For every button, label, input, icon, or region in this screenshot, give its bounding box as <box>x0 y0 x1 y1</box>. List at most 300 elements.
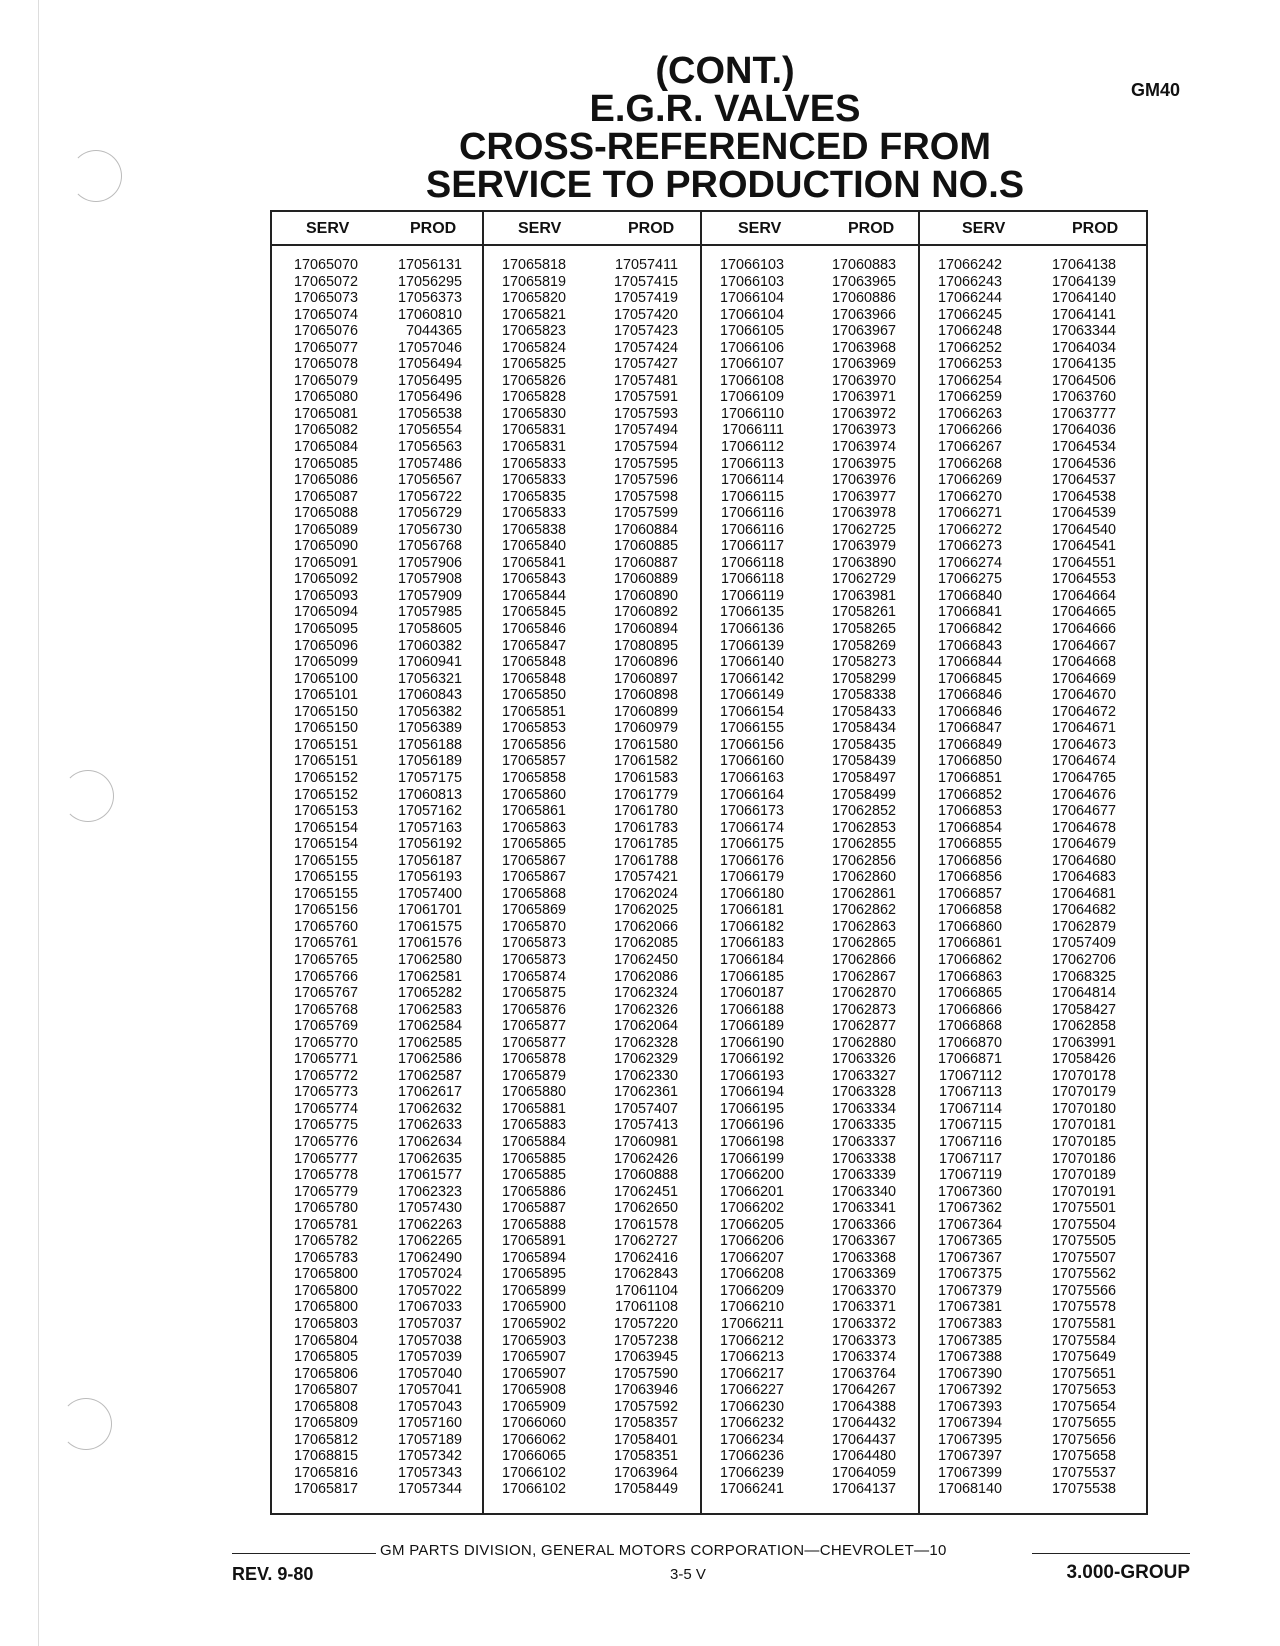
table-cell: 17065885 <box>501 1150 566 1167</box>
table-cell: 17066182 <box>719 918 784 935</box>
table-cell: 17066192 <box>719 1051 784 1068</box>
table-cell: 17065079 <box>293 372 358 389</box>
table-cell: 17065876 <box>501 1001 566 1018</box>
table-cell: 17063371 <box>831 1299 896 1316</box>
col4-serv <box>922 257 1002 1498</box>
table-cell: 17060888 <box>613 1167 678 1184</box>
table-cell: 17065900 <box>501 1299 566 1316</box>
table-cell: 17062856 <box>831 852 896 869</box>
table-cell: 17070181 <box>1051 1117 1116 1134</box>
table-cell: 17066102 <box>501 1464 566 1481</box>
table-cell: 17064669 <box>1051 670 1116 687</box>
table-cell: 17065861 <box>501 803 566 820</box>
table-cell: 17066846 <box>937 703 1002 720</box>
table-cell: 17065774 <box>293 1100 358 1117</box>
table-cell: 17066849 <box>937 736 1002 753</box>
table-cell: 17064664 <box>1051 587 1116 604</box>
table-cell: 17070180 <box>1051 1100 1116 1117</box>
table-cell: 17065151 <box>293 753 358 770</box>
column-divider <box>918 212 920 1513</box>
table-cell: 17065800 <box>293 1299 358 1316</box>
table-cell: 17075537 <box>1051 1464 1116 1481</box>
table-cell: 17062873 <box>831 1001 896 1018</box>
table-cell: 17065821 <box>501 306 566 323</box>
table-cell: 17064677 <box>1051 803 1116 820</box>
table-cell: 17066110 <box>721 405 784 422</box>
table-cell: 17056389 <box>397 720 462 737</box>
table-cell: 17067385 <box>937 1332 1002 1349</box>
table-cell: 17065891 <box>501 1233 566 1250</box>
table-cell: 17075504 <box>1051 1216 1116 1233</box>
table-cell: 17066274 <box>937 554 1002 571</box>
table-cell: 17061578 <box>613 1216 678 1233</box>
table-cell: 17058449 <box>613 1481 678 1498</box>
table-cell: 17075653 <box>1051 1382 1116 1399</box>
table-cell: 17056193 <box>397 869 462 886</box>
table-cell: 17060885 <box>613 538 678 555</box>
table-cell: 17066202 <box>719 1200 784 1217</box>
table-cell: 17062583 <box>397 1001 462 1018</box>
table-cell: 17061580 <box>613 736 678 753</box>
table-cell: 17066851 <box>937 769 1002 786</box>
table-cell: 17065874 <box>501 968 566 985</box>
cross-reference-table <box>270 210 1148 1515</box>
table-cell: 17065078 <box>293 356 358 373</box>
table-cell: 17063979 <box>831 538 896 555</box>
table-cell: 17057043 <box>397 1398 462 1415</box>
header-serv-1: SERV <box>306 220 350 237</box>
table-cell: 17062706 <box>1051 951 1116 968</box>
table-cell: 17062866 <box>831 951 896 968</box>
table-cell: 17064135 <box>1051 356 1116 373</box>
table-cell: 17065096 <box>293 637 358 654</box>
table-cell: 17065809 <box>293 1415 358 1432</box>
table-cell: 17065873 <box>501 935 566 952</box>
table-cell: 17066865 <box>937 985 1002 1002</box>
table-cell: 17065833 <box>501 472 566 489</box>
table-cell: 17067114 <box>939 1100 1002 1117</box>
table-cell: 17066207 <box>719 1249 784 1266</box>
table-cell: 17056554 <box>397 422 462 439</box>
table-cell: 17064670 <box>1051 687 1116 704</box>
footer-corporation: GM PARTS DIVISION, GENERAL MOTORS CORPORATION—CHEVROLET—10 <box>380 1542 947 1559</box>
table-cell: 17066195 <box>719 1100 784 1117</box>
table-cell: 17065899 <box>501 1282 566 1299</box>
table-cell: 17057592 <box>613 1398 678 1415</box>
table-cell: 17064138 <box>1051 257 1116 273</box>
table-cell: 17063977 <box>831 488 896 505</box>
table-cell: 17065895 <box>501 1266 566 1283</box>
table-cell: 17056567 <box>397 472 462 489</box>
table-cell: 17066853 <box>937 803 1002 820</box>
table-cell: 17066105 <box>719 323 784 340</box>
table-cell: 17057415 <box>613 273 678 290</box>
table-cell: 17066198 <box>719 1133 784 1150</box>
table-cell: 17066196 <box>719 1117 784 1134</box>
table-cell: 17065776 <box>293 1133 358 1150</box>
table-cell: 17070191 <box>1051 1183 1116 1200</box>
table-cell: 17064682 <box>1051 902 1116 919</box>
table-cell: 17065867 <box>501 869 566 886</box>
table-cell: 17066179 <box>719 869 784 886</box>
table-cell: 17062361 <box>613 1084 678 1101</box>
table-cell: 17065077 <box>293 339 358 356</box>
table-cell: 17064539 <box>1051 505 1116 522</box>
table-cell: 17062324 <box>613 985 678 1002</box>
table-cell: 17057046 <box>397 339 462 356</box>
table-cell: 17063968 <box>831 339 896 356</box>
table-cell: 17066173 <box>719 803 784 820</box>
table-cell: 17065828 <box>501 389 566 406</box>
table-cell: 17067117 <box>939 1150 1002 1167</box>
table-cell: 17066234 <box>719 1431 784 1448</box>
table-cell: 17060810 <box>397 306 462 323</box>
table-cell: 17066212 <box>719 1332 784 1349</box>
table-cell: 17066868 <box>937 1018 1002 1035</box>
table-cell: 17067367 <box>937 1249 1002 1266</box>
table-cell: 17060981 <box>613 1133 678 1150</box>
table-cell: 17056131 <box>397 257 462 273</box>
table-cell: 17066232 <box>719 1415 784 1432</box>
table-cell: 17065775 <box>293 1117 358 1134</box>
table-cell: 17064534 <box>1051 439 1116 456</box>
table-cell: 17061783 <box>613 819 678 836</box>
table-cell: 17063337 <box>831 1133 896 1150</box>
table-cell: 17066239 <box>719 1464 784 1481</box>
table-cell: 17070179 <box>1051 1084 1116 1101</box>
table-cell: 17062263 <box>397 1216 462 1233</box>
table-cell: 17066200 <box>719 1167 784 1184</box>
table-cell: 17065812 <box>293 1431 358 1448</box>
table-cell: 17057985 <box>397 604 462 621</box>
table-cell: 17065070 <box>293 257 358 273</box>
table-cell: 17062870 <box>831 985 896 1002</box>
table-cell: 17065844 <box>501 587 566 604</box>
table-cell: 17065870 <box>501 918 566 935</box>
table-cell: 17067383 <box>937 1316 1002 1332</box>
table-cell: 17065773 <box>293 1084 358 1101</box>
col1-serv <box>278 257 358 1498</box>
table-cell: 17065840 <box>501 538 566 555</box>
table-cell: 17064267 <box>831 1382 896 1399</box>
table-cell: 17065873 <box>501 951 566 968</box>
table-cell: 17066116 <box>721 505 784 522</box>
table-cell: 17057424 <box>613 339 678 356</box>
table-cell: 17064541 <box>1051 538 1116 555</box>
table-cell: 17066156 <box>719 736 784 753</box>
table-cell: 17065073 <box>293 290 358 307</box>
table-cell: 17056373 <box>397 290 462 307</box>
table-cell: 17063326 <box>831 1051 896 1068</box>
table-cell: 17062586 <box>397 1051 462 1068</box>
table-cell: 17063339 <box>831 1167 896 1184</box>
table-cell: 17065154 <box>293 819 358 836</box>
title-line-3: CROSS-REFERENCED FROM <box>458 126 992 168</box>
table-cell: 17066870 <box>937 1034 1002 1051</box>
table-cell: 17075654 <box>1051 1398 1116 1415</box>
table-cell: 17064668 <box>1051 654 1116 671</box>
table-cell: 17066113 <box>721 455 784 472</box>
table-cell: 17065819 <box>501 273 566 290</box>
table-cell: 17065808 <box>293 1398 358 1415</box>
table-cell: 17062086 <box>613 968 678 985</box>
table-cell: 17056768 <box>397 538 462 555</box>
table-cell: 17065867 <box>501 852 566 869</box>
title-line-1: (CONT.) <box>655 50 795 92</box>
table-cell: 17066062 <box>501 1431 566 1448</box>
table-cell: 17064059 <box>831 1464 896 1481</box>
table-cell: 17060382 <box>397 637 462 654</box>
table-cell: 17065076 <box>293 323 358 340</box>
table-cell: 17065151 <box>293 736 358 753</box>
table-cell: 17066271 <box>937 505 1002 522</box>
table-cell: 17065087 <box>293 488 358 505</box>
table-cell: 17075566 <box>1051 1282 1116 1299</box>
table-cell: 17057593 <box>613 405 678 422</box>
table-cell: 17066154 <box>719 703 784 720</box>
table-cell: 17057160 <box>397 1415 462 1432</box>
table-cell: 17060899 <box>613 703 678 720</box>
header-serv-4: SERV <box>962 220 1006 237</box>
header-prod-2: PROD <box>628 220 675 237</box>
table-cell: 17065807 <box>293 1382 358 1399</box>
table-cell: 17067113 <box>939 1084 1002 1101</box>
table-cell: 17066241 <box>719 1481 784 1498</box>
table-cell: 17057481 <box>613 372 678 389</box>
table-cell: 17056192 <box>397 836 462 853</box>
table-cell: 17066209 <box>719 1282 784 1299</box>
table-cell: 17063976 <box>831 472 896 489</box>
table-cell: 17057419 <box>613 290 678 307</box>
table-cell: 17067364 <box>937 1216 1002 1233</box>
table-cell: 17065152 <box>293 769 358 786</box>
table-cell: 17065765 <box>293 951 358 968</box>
table-cell: 17065835 <box>501 488 566 505</box>
table-cell: 17064666 <box>1051 621 1116 638</box>
table-cell: 17065769 <box>293 1018 358 1035</box>
table-cell: 17065823 <box>501 323 566 340</box>
table-cell: 17067397 <box>937 1448 1002 1465</box>
table-cell: 17065803 <box>293 1316 358 1332</box>
table-cell: 17062330 <box>613 1067 678 1084</box>
table-cell: 17062635 <box>397 1150 462 1167</box>
table-cell: 17066108 <box>719 372 784 389</box>
table-cell: 17065770 <box>293 1034 358 1051</box>
table-cell: 17066847 <box>937 720 1002 737</box>
column-divider <box>482 212 484 1513</box>
table-cell: 17066190 <box>719 1034 784 1051</box>
table-cell: 17060884 <box>613 521 678 538</box>
table-cell: 17060843 <box>397 687 462 704</box>
table-cell: 17061788 <box>613 852 678 869</box>
table-cell: 17066103 <box>719 257 784 273</box>
table-cell: 17056321 <box>397 670 462 687</box>
table-cell: 17062855 <box>831 836 896 853</box>
table-cell: 17064034 <box>1051 339 1116 356</box>
table-cell: 17066852 <box>937 786 1002 803</box>
table-cell: 17057908 <box>397 571 462 588</box>
table-cell: 17065875 <box>501 985 566 1002</box>
table-cell: 17060979 <box>613 720 678 737</box>
table-cell: 17057430 <box>397 1200 462 1217</box>
table-cell: 17065760 <box>293 918 358 935</box>
table-cell: 17058338 <box>831 687 896 704</box>
table-cell: 17065869 <box>501 902 566 919</box>
table-cell: 17057599 <box>613 505 678 522</box>
table-cell: 17062650 <box>613 1200 678 1217</box>
table-cell: 17065818 <box>501 257 566 273</box>
table-cell: 17066254 <box>937 372 1002 389</box>
table-cell: 17067393 <box>937 1398 1002 1415</box>
table-cell: 17066193 <box>719 1067 784 1084</box>
table-cell: 17057411 <box>615 257 678 273</box>
table-cell: 17064674 <box>1051 753 1116 770</box>
table-cell: 17068140 <box>937 1481 1002 1498</box>
table-cell: 17057022 <box>397 1282 462 1299</box>
table-cell: 17065830 <box>501 405 566 422</box>
table-cell: 17062416 <box>613 1249 678 1266</box>
page-margin-rule <box>38 0 39 1646</box>
table-cell: 17062426 <box>613 1150 678 1167</box>
table-cell: 17065766 <box>293 968 358 985</box>
table-cell: 17064506 <box>1051 372 1116 389</box>
table-cell: 17066863 <box>937 968 1002 985</box>
header-prod-4: PROD <box>1072 220 1119 237</box>
table-cell: 17063340 <box>831 1183 896 1200</box>
table-cell: 17063972 <box>831 405 896 422</box>
table-cell: 17062634 <box>397 1133 462 1150</box>
table-cell: 17065902 <box>501 1316 566 1332</box>
table-cell: 17065858 <box>501 769 566 786</box>
table-cell: 17062328 <box>613 1034 678 1051</box>
table-cell: 17063373 <box>831 1332 896 1349</box>
column-divider <box>700 212 702 1513</box>
table-cell: 17070189 <box>1051 1167 1116 1184</box>
table-cell: 17060813 <box>397 786 462 803</box>
table-cell: 17064814 <box>1051 985 1116 1002</box>
table-cell: 17062858 <box>1051 1018 1116 1035</box>
table-cell: 17066176 <box>719 852 784 869</box>
table-cell: 17075538 <box>1051 1481 1116 1498</box>
table-cell: 17065092 <box>293 571 358 588</box>
table-cell: 17066117 <box>721 538 784 555</box>
table-cell: 17065880 <box>501 1084 566 1101</box>
table-cell: 17064540 <box>1051 521 1116 538</box>
table-cell: 17063966 <box>831 306 896 323</box>
table-cell: 17065778 <box>293 1167 358 1184</box>
table-cell: 17061108 <box>615 1299 678 1316</box>
table-cell: 17066210 <box>719 1299 784 1316</box>
table-cell: 17065879 <box>501 1067 566 1084</box>
table-cell: 17057409 <box>1051 935 1116 952</box>
table-cell: 17058434 <box>831 720 896 737</box>
table-cell: 17066116 <box>721 521 784 538</box>
table-cell: 17064679 <box>1051 836 1116 853</box>
table-cell: 17065099 <box>293 654 358 671</box>
table-cell: 17064538 <box>1051 488 1116 505</box>
table-cell: 17065086 <box>293 472 358 489</box>
revision-label: REV. 9-80 <box>232 1564 314 1584</box>
table-cell: 17057041 <box>397 1382 462 1399</box>
table-cell: 17057038 <box>397 1332 462 1349</box>
table-cell: 17064553 <box>1051 571 1116 588</box>
table-cell: 17075655 <box>1051 1415 1116 1432</box>
table-cell: 17064678 <box>1051 819 1116 836</box>
table-cell: 17066275 <box>937 571 1002 588</box>
table-header <box>272 212 1146 246</box>
table-cell: 17065088 <box>293 505 358 522</box>
table-cell: 17060896 <box>613 654 678 671</box>
table-cell: 17060889 <box>613 571 678 588</box>
table-cell: 17062587 <box>397 1067 462 1084</box>
col3-serv <box>704 257 784 1498</box>
table-cell: 17066842 <box>937 621 1002 638</box>
table-cell: 17056563 <box>397 439 462 456</box>
table-cell: 17066213 <box>719 1349 784 1366</box>
table-cell: 17060883 <box>831 257 896 273</box>
table-cell: 17066060 <box>501 1415 566 1432</box>
table-cell: 17062853 <box>831 819 896 836</box>
table-cell: 17062329 <box>613 1051 678 1068</box>
table-cell: 17066217 <box>719 1365 784 1382</box>
table-cell: 17056495 <box>397 372 462 389</box>
table-cell: 17060941 <box>397 654 462 671</box>
table-cell: 17060890 <box>613 587 678 604</box>
table-cell: 17065831 <box>501 422 566 439</box>
table-cell: 17065154 <box>293 836 358 853</box>
table-cell: 17066861 <box>937 935 1002 952</box>
table-cell: 17063341 <box>831 1200 896 1217</box>
table-cell: 17063372 <box>831 1316 896 1332</box>
table-cell: 17066181 <box>719 902 784 919</box>
table-cell: 17066856 <box>937 869 1002 886</box>
table-cell: 17061104 <box>615 1282 678 1299</box>
table-cell: 17063760 <box>1051 389 1116 406</box>
table-cell: 17066857 <box>937 885 1002 902</box>
table-cell: 17063969 <box>831 356 896 373</box>
table-cell: 17062066 <box>613 918 678 935</box>
table-cell: 17064036 <box>1051 422 1116 439</box>
table-cell: 17075656 <box>1051 1431 1116 1448</box>
table-cell: 17066174 <box>719 819 784 836</box>
table-cell: 17057407 <box>613 1100 678 1117</box>
table-cell: 17066252 <box>937 339 1002 356</box>
table-cell: 17062633 <box>397 1117 462 1134</box>
table-cell: 17065847 <box>501 637 566 654</box>
table-cell: 17066871 <box>937 1051 1002 1068</box>
table-cell: 17064432 <box>831 1415 896 1432</box>
table-cell: 17065085 <box>293 455 358 472</box>
table-cell: 17063366 <box>831 1216 896 1233</box>
table-cell: 17064676 <box>1051 786 1116 803</box>
table-cell: 17062025 <box>613 902 678 919</box>
table-cell: 17066846 <box>937 687 1002 704</box>
table-cell: 17064673 <box>1051 736 1116 753</box>
table-cell: 17065838 <box>501 521 566 538</box>
table-cell: 17063328 <box>831 1084 896 1101</box>
table-cell: 17066236 <box>719 1448 784 1465</box>
table-cell: 17062843 <box>613 1266 678 1283</box>
table-cell: 17056496 <box>397 389 462 406</box>
table-cell: 17057024 <box>397 1266 462 1283</box>
table-cell: 17065848 <box>501 670 566 687</box>
table-cell: 17066206 <box>719 1233 784 1250</box>
table-cell: 17066850 <box>937 753 1002 770</box>
table-cell: 17065888 <box>501 1216 566 1233</box>
table-cell: 17067399 <box>937 1464 1002 1481</box>
table-cell: 17065768 <box>293 1001 358 1018</box>
table-cell: 17058439 <box>831 753 896 770</box>
